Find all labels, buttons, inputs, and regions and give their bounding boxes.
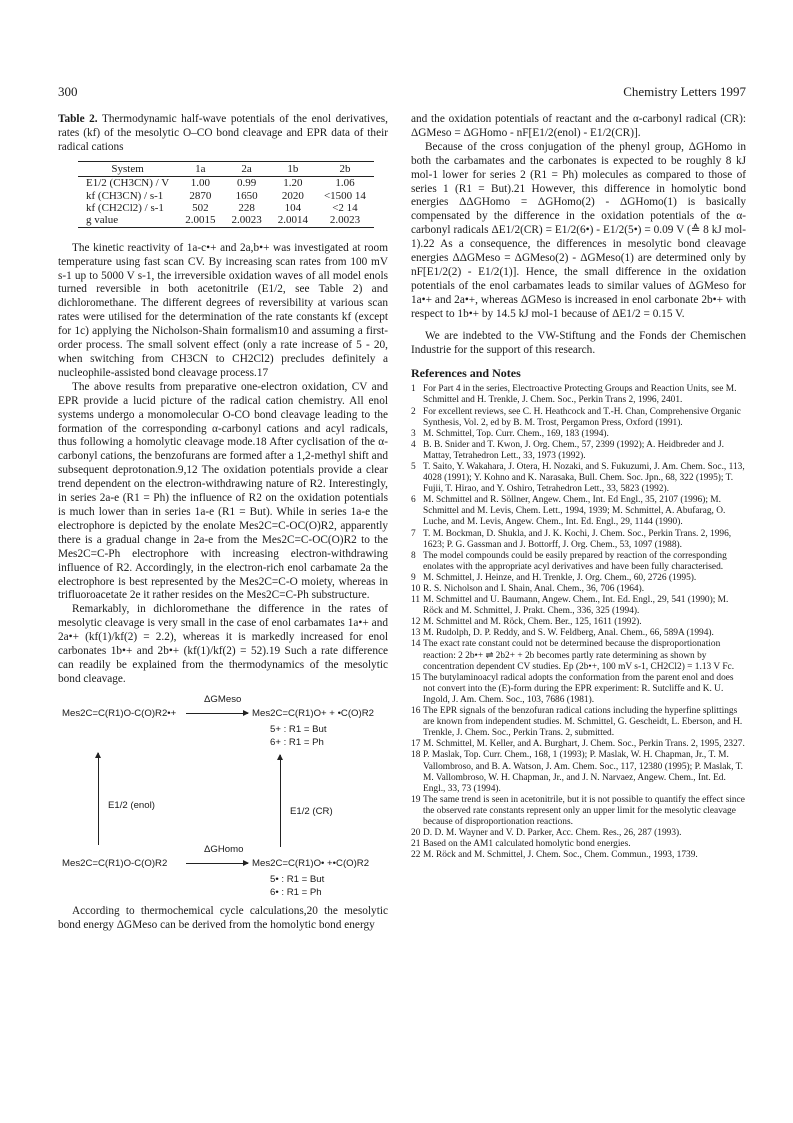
reference-item xyxy=(411,850,746,861)
table-cell: <1500 14 xyxy=(323,189,366,202)
reference-text: For Part 4 in the series, Electroactive Protecting Groups and Reaction Units, see M. Schmittel and H. Trenkle, J. Chem. Soc., Perkin Trans 2, 1996, 2401. xyxy=(423,384,737,406)
reference-number: 3 xyxy=(411,428,416,439)
left-vertical-arrow xyxy=(98,753,99,845)
table-cell: 2.0023 xyxy=(316,214,374,227)
reference-number: 7 xyxy=(411,528,416,539)
reference-number: 5 xyxy=(411,461,416,472)
reference-number: 2 xyxy=(411,406,416,417)
reference-text: The same trend is seen in acetonitrile, but it is not possible to quantify the effect since the observed rate constants represent only an upper limit for the mesolytic cleavage because of disproportionation reactions. xyxy=(423,794,745,827)
table-cell: g value xyxy=(78,214,177,227)
reference-number: 15 xyxy=(411,672,421,683)
reference-text: For excellent reviews, see C. H. Heathcock and T.-H. Chan, Comprehensive Organic Synthesis, Vol. 2, ed by B. M. Trost, Pergamon Press, Oxford (1991). xyxy=(423,406,741,428)
reference-number: 10 xyxy=(411,584,421,594)
body-paragraph: and the oxidation potentials of reactant and the α-carbonyl radical (CR): ΔGMeso = ΔGHomo - nF[E1/2(enol) - E1/2(CR)]. xyxy=(411,113,746,139)
reference-item xyxy=(411,440,746,462)
reference-item xyxy=(411,750,746,794)
reference-item xyxy=(411,595,746,617)
table-header-row xyxy=(78,161,374,176)
reference-item xyxy=(411,584,746,595)
column-header: 1b xyxy=(270,161,316,176)
reference-item xyxy=(411,429,746,440)
table-cell: 228 xyxy=(238,201,255,214)
table-cell: 1.00 xyxy=(190,177,210,190)
table-cell: 1.06 xyxy=(335,177,355,190)
scheme-bottom-arrow-label: ΔGHomo xyxy=(204,843,244,855)
reference-item xyxy=(411,384,746,406)
scheme-top-right: Mes2C=C(R1)O+ + •C(O)R2 xyxy=(252,707,374,719)
acknowledgement: We are indebted to the VW-Stiftung and the Fonds der Chemischen Industrie for the support of this research. xyxy=(411,329,746,356)
reference-item xyxy=(411,739,746,750)
thermochemical-cycle-scheme xyxy=(58,693,388,901)
reference-text: The butylaminoacyl radical adopts the conformation from the parent enol and does not convert into the (E)-form during the EPR experiment: R. Sutcliffe and K. U. Ingold, J. Am. Chem. Soc., 103, 7686 (1981). xyxy=(423,672,734,705)
reference-item xyxy=(411,839,746,850)
reference-text: M. Rudolph, D. P. Reddy, and S. W. Feldberg, Anal. Chem., 66, 589A (1994). xyxy=(423,628,714,639)
reference-number: 4 xyxy=(411,439,416,450)
column-header: 2a xyxy=(223,161,269,176)
reference-number: 20 xyxy=(411,828,421,839)
table-cell: <2 14 xyxy=(332,201,358,214)
table-row xyxy=(78,202,374,214)
reference-number: 12 xyxy=(411,617,421,628)
left-column xyxy=(58,113,388,933)
reference-number: 19 xyxy=(411,794,421,805)
table-caption-label: Table 2. xyxy=(58,113,98,125)
body-paragraph: Because of the cross conjugation of the phenyl group, ΔGHomo in both the carbamates and the carbonates is expected to be roughly 8 kJ mol-1 lower for series 2 (R1 = Ph) molecules as compared to those of series 1 (R1 = But).21 However, this difference in homolytic bond energies ΔΔGHomo = ΔGHomo(2) - ΔGHomo(1) is basically compensated by the difference in the oxidation potentials of the α-carbonyl radicals ΔE1/2(CR) = E1/2(6•) - E1/2(5•) = 0.09 V (≙ 8 kJ mol-1).22 As a consequence, the differences in mesolytic bond cleavage energies ΔΔGMeso = ΔGMeso(2) - ΔGMeso(1) are determined only by nF[E1/2(2) - E1/2(1)]. Hence, the small difference in the oxidation potentials of the enol carbamates leads to similar values of ΔGMeso for 1a•+ and 2a•+, whereas ΔGMeso is increased in enol carbonate 2b•+ with respect to 1b•+ by 14.5 kJ mol-1 because of ΔE1/2 = 0.15 V. xyxy=(411,140,746,320)
reference-item xyxy=(411,617,746,628)
reference-number: 1 xyxy=(411,384,416,395)
table-cell: 2020 xyxy=(281,189,304,202)
reference-number: 18 xyxy=(411,750,421,761)
scheme-top-sub1: 5+ : R1 = But xyxy=(270,723,327,735)
table-caption xyxy=(58,113,388,155)
reference-text: R. S. Nicholson and I. Shain, Anal. Chem., 36, 706 (1964). xyxy=(423,584,645,594)
reference-text: M. Schmittel and M. Röck, Chem. Ber., 125, 1611 (1992). xyxy=(423,617,642,628)
table-row xyxy=(78,214,374,227)
journal-title: Chemistry Letters 1997 xyxy=(623,84,746,99)
table-row xyxy=(78,177,374,190)
scheme-bottom-sub2: 6• : R1 = Ph xyxy=(270,886,322,898)
reference-item xyxy=(411,573,746,584)
reference-number: 22 xyxy=(411,850,421,861)
reference-number: 13 xyxy=(411,628,421,639)
reference-text: P. Maslak, Top. Curr. Chem., 168, 1 (1993); P. Maslak, W. H. Chapman, Jr., T. M. Vallombroso, and B. A. Watson, J. Am. Chem. Soc., 117, 12380 (1995); P. Maslak, T. M. Vallombroso, W. H. Chapman, Jr., and J. N. Narvaez, Angew. Chem., Int. Ed. Engl., 33, 73 (1994). xyxy=(423,750,743,794)
reference-text: D. D. M. Wayner and V. D. Parker, Acc. Chem. Res., 26, 287 (1993). xyxy=(423,828,682,839)
reference-text: T. M. Bockman, D. Shukla, and J. K. Kochi, J. Chem. Soc., Perkin Trans. 2, 1996, 1623; P. G. Gassman and J. Bottorff, J. Org. Chem., 53, 1097 (1988). xyxy=(423,528,732,550)
column-header: 1a xyxy=(177,161,223,176)
references-heading: References and Notes xyxy=(411,366,521,381)
reference-text: M. Schmittel and R. Söllner, Angew. Chem., Int. Ed Engl., 35, 2107 (1996); M. Schmittel and M. Levis, Chem. Lett., 1994, 1939; M. Schmittel, A. Abufarag, O. Luche, and M. Levis, Angew. Chem., Int. Ed. Engl., 29, 1144 (1990). xyxy=(423,495,726,528)
reference-text: B. B. Snider and T. Kwon, J. Org. Chem., 57, 2399 (1992); A. Heidbreder and J. Mattay, Tetrahedron Lett., 33, 1973 (1992). xyxy=(423,439,725,461)
body-paragraph: According to thermochemical cycle calculations,20 the mesolytic bond energy ΔGMeso can be derived from the homolytic bond energy xyxy=(58,904,388,931)
right-column xyxy=(411,113,746,861)
reference-number: 16 xyxy=(411,706,421,717)
reference-item xyxy=(411,795,746,828)
reference-item xyxy=(411,673,746,706)
table-cell: 0.99 xyxy=(236,177,257,190)
scheme-left-arrow-label: E1/2 (enol) xyxy=(108,799,155,811)
table-cell: 2.0015 xyxy=(177,214,223,227)
body-paragraph: The kinetic reactivity of 1a-c•+ and 2a,b•+ was investigated at room temperature using fast scan CV. By increasing scan rates from 100 mV s-1 up to 5000 V s-1, the irreversible oxidation waves of all model enols turned reversible in both acetonitrile (E1/2, see Table 2) and dichloromethane. The different degrees of reversibility at various scan rates were utilised for the determination of the rate constants kf (except for 1c) applying the Nicholson-Shain formalism10 and assuming a first-order process. The small solvent effect (only a rate increase of 5 - 20, when switching from CH3CN to CH2Cl2) precludes definitely a nucleophile-assisted bond cleavage process.17 xyxy=(58,241,388,379)
reference-number: 9 xyxy=(411,572,416,583)
table-cell: 2870 xyxy=(189,189,212,202)
reference-text: T. Saito, Y. Wakahara, J. Otera, H. Nozaki, and S. Fukuzumi, J. Am. Chem. Soc., 113, 4028 (1991); Y. Kohno and K. Narasaka, Bull. Chem. Soc. Jpn., 68, 322 (1995); T. Fujii, T. Hirao, and Y. Oshiro, Tetrahedron Lett., 33, 5823 (1992). xyxy=(423,461,745,495)
reference-text: M. Schmittel, Top. Curr. Chem., 169, 183 (1994). xyxy=(423,428,609,439)
reference-text: M. Schmittel, M. Keller, and A. Burghart, J. Chem. Soc., Perkin Trans. 2, 1995, 2327. xyxy=(423,739,745,750)
table-cell: E1/2 (CH3CN) / V xyxy=(86,177,170,190)
table-cell: kf (CH2Cl2) / s-1 xyxy=(86,201,164,214)
table-caption-text: Thermodynamic half-wave potentials of the enol derivatives, rates (kf) of the mesolytic O–CO bond cleavage and EPR data of their radical cations xyxy=(58,113,388,153)
right-vertical-arrow xyxy=(280,755,281,847)
reference-text: The EPR signals of the benzofuran radical cations including the hyperfine splittings are known from independent studies. M. Schmittel, G. Gescheidt, L. Eberson, and H. Trenkle, J. Chem. Soc., Perkin Trans. 2, submitted. xyxy=(423,706,743,739)
reference-item xyxy=(411,628,746,639)
reference-text: The model compounds could be easily prepared by reaction of the corresponding enolates with the appropriate acyl derivatives and have been fully characterised. xyxy=(423,550,727,572)
reference-text: M. Schmittel and U. Baumann, Angew. Chem., Int. Ed. Engl., 29, 541 (1990); M. Röck and M. Schmittel, J. Prakt. Chem., 336, 325 (1994). xyxy=(423,595,729,617)
scheme-top-sub2: 6+ : R1 = Ph xyxy=(270,736,324,748)
reference-item xyxy=(411,828,746,839)
body-paragraph: The above results from preparative one-electron oxidation, CV and EPR provide a lucid picture of the radical cation chemistry. All enol systems undergo a monomolecular O-CO bond cleavage leading to the formation of the corresponding α-carbonyl cations and acyl radicals, thus following a homolytic cleavage mode.18 After cyclisation of the α-carbonyl cations, the benzofurans are formed after a 1,2-methyl shift and subsequent deprotonation.9,12 The oxidation potentials provide a clear trend dependent on the electron-withdrawing nature of R2. Interestingly, in series 2a-e (R1 = Ph) the influence of R2 on the oxidation potentials is much lower than in series 1a-e (R1 = But). While in series 1a-e the electrophore is depicted by the enolate Mes2C=C-OC(O)R2, apparently there is a gradual change in 2a-e from the Mes2C=C-OC(O)R2 to the Mes2C=C-Ph electrophore with increasing electron-withdrawing influence of R2. Accordingly, in the electron-rich enol carbamate 2a the electrophore is best represented by the Mes2C=C-O moiety, whereas in trifluoroacetate 2e it rather resides on the Mes2C=C-Ph substructure. xyxy=(58,380,388,602)
table-cell: 2.0014 xyxy=(270,214,316,227)
reference-list xyxy=(411,384,746,861)
reference-number: 11 xyxy=(411,595,421,606)
reference-number: 21 xyxy=(411,839,421,850)
column-header: 2b xyxy=(316,161,374,176)
table-cell: 1.20 xyxy=(283,177,303,190)
table-cell: kf (CH3CN) / s-1 xyxy=(86,189,164,202)
reference-item xyxy=(411,706,746,739)
table-cell: 104 xyxy=(284,201,302,214)
table-cell: 2.0023 xyxy=(223,214,269,227)
reference-number: 14 xyxy=(411,639,421,650)
scheme-right-arrow-label: E1/2 (CR) xyxy=(290,805,333,817)
column-header: System xyxy=(78,161,177,176)
reference-number: 6 xyxy=(411,495,416,506)
reference-text: The exact rate constant could not be determined because the disproportionation reaction: 2 2b•+ ⇌ 2b2+ + 2b becomes partly rate determining as shown by concentration dependent CV studies. Ep (2b•+, 100 mV s-1, CH2Cl2) = 1.13 V Fc. xyxy=(423,639,735,672)
reference-item xyxy=(411,495,746,528)
scheme-top-arrow-label: ΔGMeso xyxy=(204,693,242,705)
scheme-bottom-right: Mes2C=C(R1)O• +•C(O)R2 xyxy=(252,857,370,869)
table-cell: 502 xyxy=(192,201,209,214)
top-reaction-arrow xyxy=(186,713,248,714)
body-paragraph: Remarkably, in dichloromethane the difference in the rates of mesolytic cleavage is very small in the case of enol carbamates 1a•+ and 2a•+ (kf(1)/kf(2) = 2.2), whereas it is markedly increased for enol carbonates 1b•+ and 2b•+ (kf(1)/kf(2) = 52).19 Such a rate difference can readily be explained from the thermodynamics of the mesolytic bond cleavage. xyxy=(58,603,388,685)
reference-text: M. Schmittel, J. Heinze, and H. Trenkle, J. Org. Chem., 60, 2726 (1995). xyxy=(423,572,697,583)
scheme-top-left: Mes2C=C(R1)O-C(O)R2•+ xyxy=(62,707,177,719)
reference-item xyxy=(411,462,746,495)
scheme-bottom-left: Mes2C=C(R1)O-C(O)R2 xyxy=(62,857,168,869)
reference-item xyxy=(411,639,746,672)
reference-item xyxy=(411,407,746,429)
reference-item xyxy=(411,529,746,551)
reference-text: M. Röck and M. Schmittel, J. Chem. Soc., Chem. Commun., 1993, 1739. xyxy=(423,850,698,861)
reference-item xyxy=(411,551,746,573)
bottom-reaction-arrow xyxy=(186,863,248,864)
reference-text: Based on the AM1 calculated homolytic bond energies. xyxy=(423,839,631,850)
reference-number: 17 xyxy=(411,739,421,750)
reference-number: 8 xyxy=(411,550,416,561)
scheme-bottom-sub1: 5• : R1 = But xyxy=(270,873,325,885)
table-cell: 1650 xyxy=(235,189,258,202)
table-row xyxy=(78,190,374,202)
data-table xyxy=(78,161,374,228)
page-number: 300 xyxy=(58,84,78,99)
